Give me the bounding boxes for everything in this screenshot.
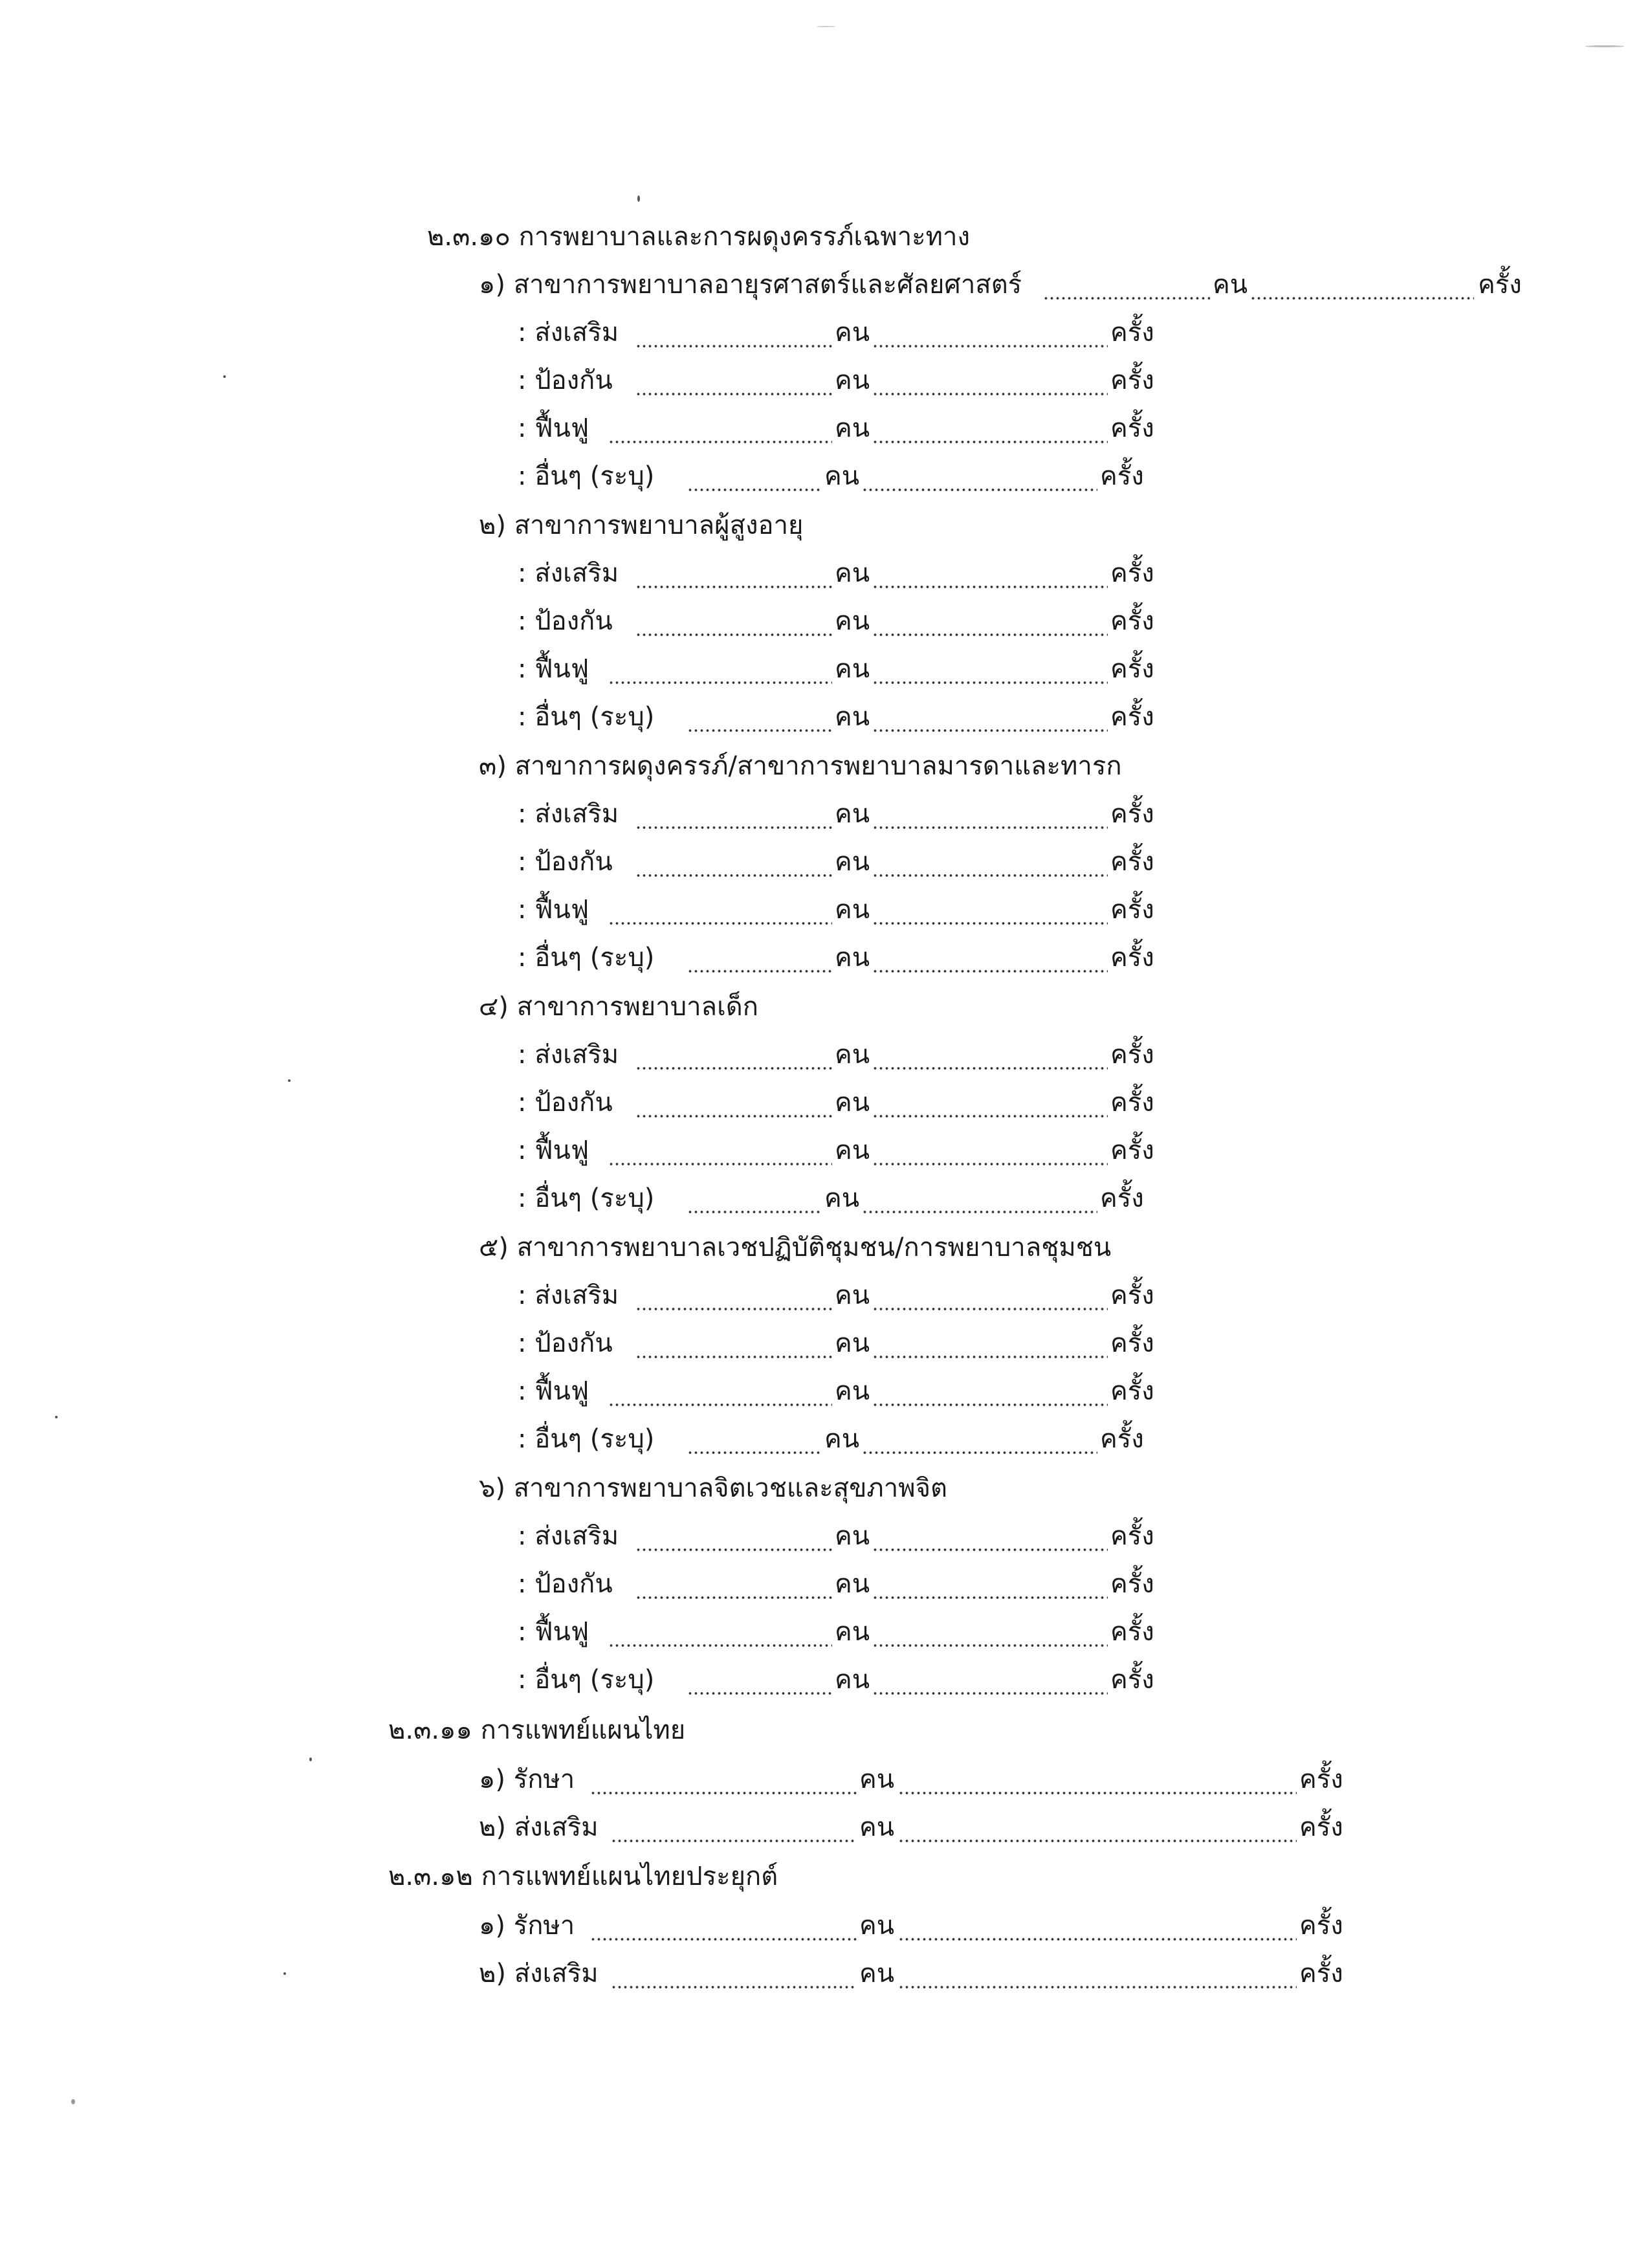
times-field[interactable] [872,1037,1108,1073]
unit-people: คน [835,1281,870,1310]
people-field[interactable] [608,1132,832,1169]
row-label: : อื่นๆ (ระบุ) [518,461,655,491]
people-field[interactable] [635,1518,832,1554]
row-label: : ป้องกัน [518,366,613,395]
people-field[interactable] [635,362,832,399]
unit-people: คน [859,1911,895,1941]
unit-times: ครั้ง [1110,413,1154,443]
people-field[interactable] [608,892,832,928]
times-field[interactable] [872,796,1108,832]
times-field[interactable] [872,1373,1108,1409]
times-field[interactable] [872,844,1108,880]
branch-1-people-field[interactable] [1043,267,1210,303]
unit-people: คน [835,799,870,829]
section-2-3-11-title: ๒.๓.๑๑ การแพทย์แผนไทย [388,1715,686,1745]
times-field[interactable] [862,1421,1097,1457]
people-field[interactable] [611,1955,857,1992]
scan-speck [1585,45,1624,47]
people-field[interactable] [590,1761,857,1798]
row-label: : ฟื้นฟู [518,413,589,443]
row-label: : อื่นๆ (ระบุ) [518,1665,655,1695]
row-label: : อื่นๆ (ระบุ) [518,1184,655,1213]
unit-times: ครั้ง [1299,1765,1343,1794]
times-field[interactable] [898,1908,1297,1944]
times-field[interactable] [872,1084,1108,1121]
people-field[interactable] [687,1180,822,1217]
unit-times: ครั้ง [1100,461,1144,491]
unit-people: คน [835,366,870,395]
unit-times: ครั้ง [1478,270,1522,300]
times-field[interactable] [872,1277,1108,1314]
scan-speck [55,1416,58,1418]
unit-people: คน [835,413,870,443]
unit-people: คน [835,654,870,684]
row-label: : อื่นๆ (ระบุ) [518,702,655,732]
row-label: : ป้องกัน [518,1088,613,1117]
people-field[interactable] [635,555,832,591]
times-field[interactable] [898,1761,1297,1798]
unit-people: คน [835,895,870,925]
row-label: ๑) รักษา [479,1911,575,1941]
unit-people: คน [835,1665,870,1695]
people-field[interactable] [608,410,832,446]
unit-times: ครั้ง [1110,318,1154,347]
times-field[interactable] [872,603,1108,639]
section-2-3-12-title: ๒.๓.๑๒ การแพทย์แผนไทยประยุกต์ [388,1862,778,1891]
scan-speck [288,1079,291,1082]
unit-times: ครั้ง [1110,1136,1154,1165]
times-field[interactable] [898,1809,1297,1845]
times-field[interactable] [872,699,1108,735]
row-label: : ป้องกัน [518,1569,613,1599]
times-field[interactable] [872,362,1108,399]
unit-people: คน [835,847,870,877]
row-label: : ส่งเสริม [518,1281,619,1310]
unit-times: ครั้ง [1110,1088,1154,1117]
times-field[interactable] [872,1518,1108,1554]
row-label: : ฟื้นฟู [518,1376,589,1406]
people-field[interactable] [635,1566,832,1602]
row-label: : ฟื้นฟู [518,1617,589,1647]
scan-speck [817,26,836,27]
unit-times: ครั้ง [1110,1521,1154,1551]
branch-2-title: ๒) สาขาการพยาบาลผู้สูงอายุ [479,511,804,540]
scan-speck [223,375,226,378]
unit-times: ครั้ง [1110,1665,1154,1695]
people-field[interactable] [635,844,832,880]
row-label: ๒) ส่งเสริม [479,1959,599,1988]
times-field[interactable] [872,314,1108,351]
row-label: : อื่นๆ (ระบุ) [518,943,655,973]
unit-times: ครั้ง [1110,943,1154,973]
people-field[interactable] [635,796,832,832]
times-field[interactable] [872,410,1108,446]
row-label: ๒) ส่งเสริม [479,1812,599,1842]
people-field[interactable] [608,1614,832,1650]
scan-speck [309,1757,312,1761]
scan-speck [71,2099,75,2104]
people-field[interactable] [608,651,832,687]
times-field[interactable] [872,1614,1108,1650]
section-2-3-10-title: ๒.๓.๑๐ การพยาบาลและการผดุงครรภ์เฉพาะทาง [427,222,971,252]
times-field[interactable] [872,555,1108,591]
unit-times: ครั้ง [1299,1959,1343,1988]
people-field[interactable] [608,1373,832,1409]
unit-times: ครั้ง [1110,1617,1154,1647]
row-label: : ป้องกัน [518,1328,613,1358]
times-field[interactable] [872,1662,1108,1698]
unit-times: ครั้ง [1100,1184,1144,1213]
unit-times: ครั้ง [1110,1040,1154,1070]
row-label: : ฟื้นฟู [518,1136,589,1165]
unit-people: คน [859,1959,895,1988]
unit-people: คน [835,1088,870,1117]
people-field[interactable] [590,1908,857,1944]
people-field[interactable] [635,314,832,351]
row-label: : ฟื้นฟู [518,654,589,684]
times-field[interactable] [862,458,1097,494]
unit-people: คน [835,943,870,973]
unit-times: ครั้ง [1110,558,1154,588]
unit-people: คน [835,1376,870,1406]
people-field[interactable] [635,1277,832,1314]
row-label: : ป้องกัน [518,847,613,877]
row-label: ๑) รักษา [479,1765,575,1794]
unit-times: ครั้ง [1110,1376,1154,1406]
scan-speck [283,1972,286,1975]
unit-times: ครั้ง [1110,1281,1154,1310]
times-field[interactable] [872,1566,1108,1602]
unit-times: ครั้ง [1110,1328,1154,1358]
people-field[interactable] [635,1084,832,1121]
row-label: : ส่งเสริม [518,1040,619,1070]
people-field[interactable] [635,1325,832,1361]
row-label: : ส่งเสริม [518,318,619,347]
unit-times: ครั้ง [1110,895,1154,925]
unit-times: ครั้ง [1110,654,1154,684]
unit-times: ครั้ง [1110,366,1154,395]
row-label: : ส่งเสริม [518,799,619,829]
scan-speck [637,195,640,202]
times-field[interactable] [872,1132,1108,1169]
unit-people: คน [835,1136,870,1165]
row-label: : ส่งเสริม [518,1521,619,1551]
branch-3-title: ๓) สาขาการผดุงครรภ์/สาขาการพยาบาลมารดาและทารก [479,751,1122,781]
branch-6-title: ๖) สาขาการพยาบาลจิตเวชและสุขภาพจิต [479,1473,948,1503]
unit-people: คน [1213,270,1248,300]
row-label: : ส่งเสริม [518,558,619,588]
branch-1-title: ๑) สาขาการพยาบาลอายุรศาสตร์และศัลยศาสตร์ [479,270,1022,300]
row-label: : ป้องกัน [518,606,613,636]
unit-times: ครั้ง [1299,1812,1343,1842]
branch-4-title: ๔) สาขาการพยาบาลเด็ก [479,992,758,1022]
people-field[interactable] [687,458,822,494]
times-field[interactable] [872,651,1108,687]
unit-times: ครั้ง [1110,799,1154,829]
unit-people: คน [824,461,860,491]
unit-times: ครั้ง [1299,1911,1343,1941]
unit-people: คน [835,606,870,636]
unit-people: คน [824,1184,860,1213]
unit-times: ครั้ง [1110,702,1154,732]
people-field[interactable] [635,603,832,639]
unit-people: คน [835,1569,870,1599]
unit-people: คน [835,1040,870,1070]
unit-times: ครั้ง [1100,1424,1144,1454]
unit-people: คน [824,1424,860,1454]
row-label: : ฟื้นฟู [518,895,589,925]
unit-people: คน [859,1812,895,1842]
times-field[interactable] [898,1955,1297,1992]
times-field[interactable] [872,1325,1108,1361]
unit-times: ครั้ง [1110,847,1154,877]
unit-people: คน [835,1521,870,1551]
people-field[interactable] [635,1037,832,1073]
unit-times: ครั้ง [1110,1569,1154,1599]
unit-people: คน [835,1617,870,1647]
times-field[interactable] [872,892,1108,928]
people-field[interactable] [687,1662,832,1698]
branch-5-title: ๕) สาขาการพยาบาลเวชปฏิบัติชุมชน/การพยาบาลชุมชน [479,1233,1112,1262]
unit-times: ครั้ง [1110,606,1154,636]
people-field[interactable] [687,1421,822,1457]
people-field[interactable] [687,940,832,976]
unit-people: คน [859,1765,895,1794]
times-field[interactable] [872,940,1108,976]
branch-1-times-field[interactable] [1250,267,1474,303]
unit-people: คน [835,702,870,732]
row-label: : อื่นๆ (ระบุ) [518,1424,655,1454]
unit-people: คน [835,318,870,347]
unit-people: คน [835,558,870,588]
people-field[interactable] [611,1809,857,1845]
people-field[interactable] [687,699,832,735]
times-field[interactable] [862,1180,1097,1217]
unit-people: คน [835,1328,870,1358]
